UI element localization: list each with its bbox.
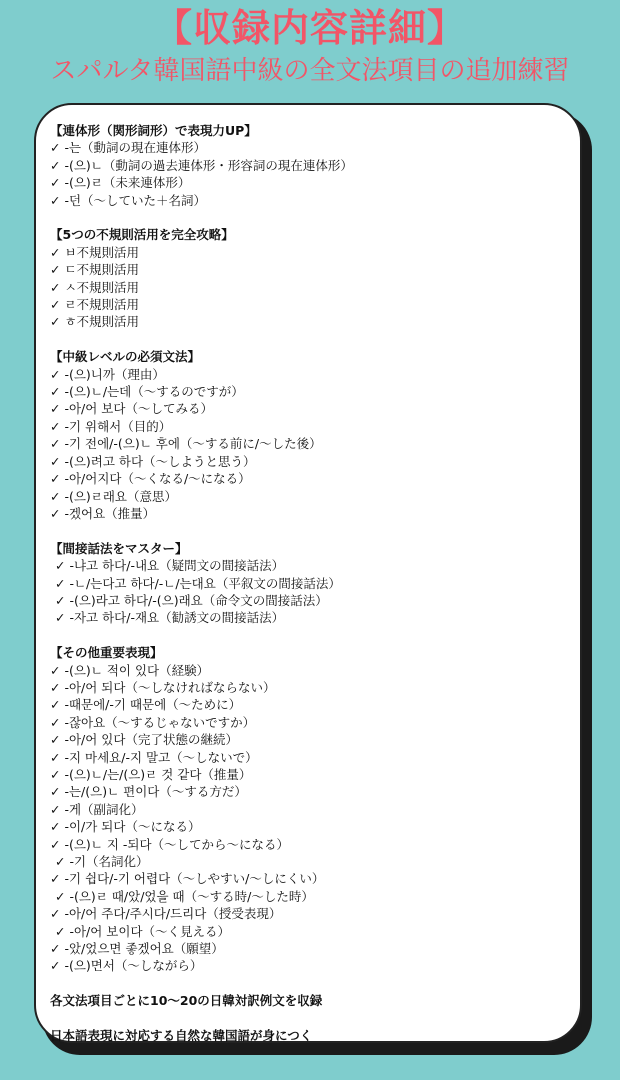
footer-note-examples: 各文法項目ごとに10〜20の日韓対訳例文を収録 bbox=[50, 993, 323, 1009]
list-item: ✓ -지 마세요/-지 말고（〜しないで） bbox=[50, 749, 258, 765]
list-item: ✓ -아/어 보다（〜してみる） bbox=[50, 401, 213, 417]
list-item: ✓ ㄹ不規則活用 bbox=[50, 297, 140, 313]
footer-note-natural-korean: 日本語表現に対応する自然な韓国語が身につく bbox=[50, 1028, 313, 1044]
list-item: ✓ -는（動詞の現在連体形） bbox=[50, 140, 207, 156]
list-item: ✓ -(으)라고 하다/-(으)래요（命令文の間接話法） bbox=[55, 592, 328, 608]
list-item: ✓ ㄷ不規則活用 bbox=[50, 262, 140, 278]
page-title: 【収録内容詳細】 bbox=[153, 6, 466, 50]
list-item: ✓ -기 전에/-(으)ㄴ 후에（〜する前に/〜した後） bbox=[50, 436, 322, 452]
list-item: ✓ -(으)려고 하다（〜しようと思う） bbox=[50, 453, 256, 469]
spacer bbox=[50, 627, 570, 644]
card-content bbox=[50, 122, 570, 1044]
list-item: ✓ ㅎ不規則活用 bbox=[50, 314, 140, 330]
list-item: ✓ -아/어지다（〜くなる/〜になる） bbox=[50, 471, 251, 487]
spacer bbox=[50, 209, 570, 226]
section-title: 【5つの不規則活用を完全攻略】 bbox=[50, 227, 234, 243]
section-title: 【連体形（関形詞形）で表現力UP】 bbox=[50, 123, 257, 138]
list-item: ✓ -ㄴ/는다고 하다/-ㄴ/는대요（平叙文の間接話法） bbox=[55, 575, 341, 591]
spacer bbox=[50, 331, 570, 348]
list-item: ✓ -(으)니까（理由） bbox=[50, 366, 165, 382]
section-title: 【間接話法をマスター】 bbox=[50, 540, 188, 556]
list-item: ✓ -겠어요（推量） bbox=[50, 505, 156, 521]
section-title: 【中級レベルの必須文法】 bbox=[50, 349, 201, 365]
section-indirect-speech bbox=[50, 540, 570, 627]
spacer bbox=[50, 522, 570, 539]
section-title: 【その他重要表現】 bbox=[50, 645, 163, 661]
list-item: ✓ -아/어 주다/주시다/드리다（授受表現） bbox=[50, 906, 282, 922]
list-item: ✓ ㅅ不規則活用 bbox=[50, 279, 140, 295]
list-item: ✓ -기 쉽다/-기 어렵다（〜しやすい/〜しにくい） bbox=[50, 871, 325, 887]
list-item: ✓ -는/(으)ㄴ 편이다（〜する方だ） bbox=[50, 784, 247, 800]
spacer bbox=[50, 1010, 570, 1027]
list-item: ✓ -던（〜していた＋名詞） bbox=[50, 192, 207, 208]
list-item: ✓ -기（名詞化） bbox=[55, 854, 149, 869]
spacer bbox=[50, 975, 570, 992]
list-item: ✓ -(으)ㄹ（未来連体形） bbox=[50, 175, 191, 191]
page-subtitle: スパルタ韓国語中級の全文法項目の追加練習 bbox=[50, 56, 570, 86]
section-irregular bbox=[50, 226, 570, 330]
list-item: ✓ -자고 하다/-재요（勧誘文の間接話法） bbox=[55, 610, 285, 626]
list-item: ✓ -아/어 있다（完了状態の継続） bbox=[50, 732, 238, 748]
list-item: ✓ -(으)ㄹ래요（意思） bbox=[50, 488, 178, 504]
list-item: ✓ -잖아요（〜するじゃないですか） bbox=[50, 714, 256, 730]
list-item: ✓ -(으)ㄴ/는/(으)ㄹ 것 같다（推量） bbox=[50, 766, 252, 782]
list-item: ✓ -(으)ㄴ（動詞の過去連体形・形容詞の現在連体形） bbox=[50, 157, 353, 173]
list-item: ✓ -았/었으면 좋겠어요（願望） bbox=[50, 941, 224, 957]
list-item: ✓ -(으)ㄹ 때/았/었을 때（〜する時/〜した時） bbox=[55, 888, 314, 904]
header bbox=[0, 0, 620, 88]
section-other bbox=[50, 644, 570, 975]
list-item: ✓ -이/가 되다（〜になる） bbox=[50, 819, 201, 835]
list-item: ✓ -냐고 하다/-내요（疑問文の間接話法） bbox=[55, 558, 285, 574]
section-rentaikei bbox=[50, 122, 570, 209]
list-item: ✓ -(으)ㄴ 지 -되다（〜してから〜になる） bbox=[50, 836, 290, 852]
list-item: ✓ -때문에/-기 때문에（〜ために） bbox=[50, 697, 242, 713]
list-item: ✓ -(으)ㄴ 적이 있다（経験） bbox=[50, 662, 210, 678]
section-intermediate bbox=[50, 348, 570, 522]
list-item: ✓ -아/어 되다（〜しなければならない） bbox=[50, 679, 276, 695]
list-item: ✓ -아/어 보이다（〜く見える） bbox=[55, 923, 231, 939]
list-item: ✓ ㅂ不規則活用 bbox=[50, 244, 140, 260]
list-item: ✓ -기 위해서（目的） bbox=[50, 418, 172, 434]
list-item: ✓ -(으)면서（〜しながら） bbox=[50, 958, 203, 974]
list-item: ✓ -게（副詞化） bbox=[50, 801, 144, 817]
list-item: ✓ -(으)ㄴ/는데（〜するのですが） bbox=[50, 384, 244, 400]
